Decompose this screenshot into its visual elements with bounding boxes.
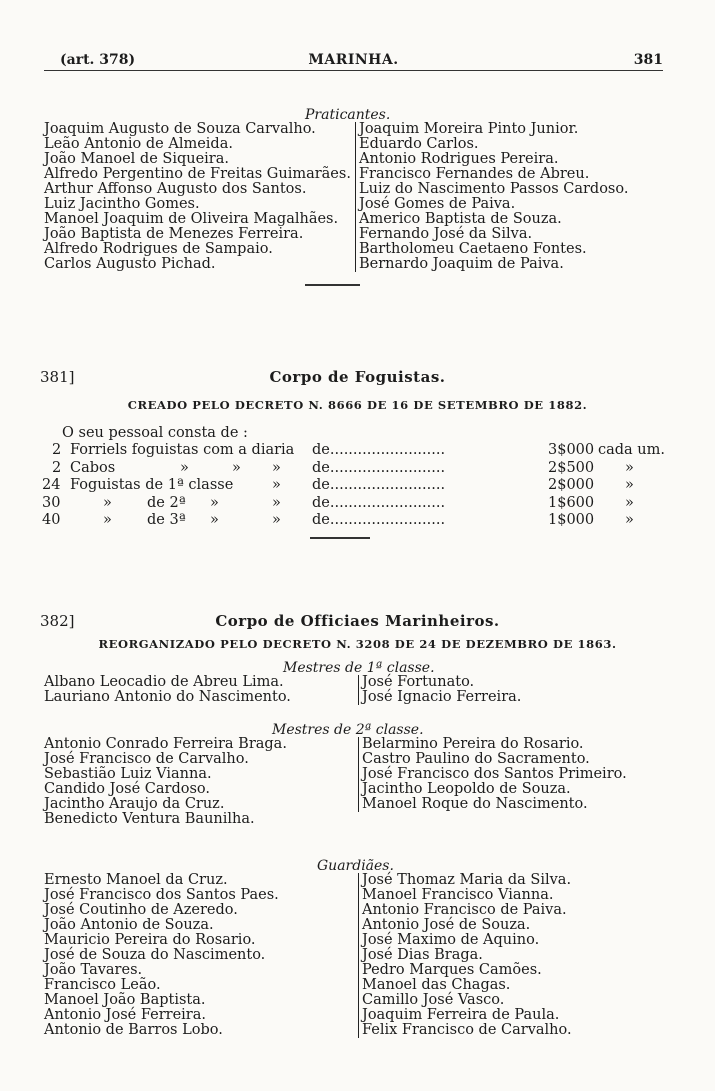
guardiao-name: Mauricio Pereira do Rosario.: [44, 932, 256, 948]
personnel-qty: 30: [42, 494, 61, 511]
personnel-desc: de 3ª: [147, 512, 186, 528]
guardiao-name: Pedro Marques Camões.: [362, 962, 542, 978]
guardiao-name: José Francisco dos Santos Paes.: [44, 887, 279, 903]
praticante-name: Alfredo Rodrigues de Sampaio.: [44, 241, 273, 257]
personnel-of: de.........................: [312, 459, 446, 476]
guardiao-name: João Antonio de Souza.: [44, 917, 214, 933]
mestre-name: Manoel Roque do Nascimento.: [362, 796, 588, 812]
section-title: Corpo de Officiaes Marinheiros.: [215, 612, 500, 630]
personnel-unit: »: [625, 459, 634, 476]
guardiao-name: Antonio de Barros Lobo.: [44, 1022, 223, 1038]
guardiao-name: José de Souza do Nascimento.: [44, 947, 266, 963]
praticante-name: José Gomes de Paiva.: [359, 196, 516, 212]
guardiao-name: José Maximo de Aquino.: [362, 932, 540, 948]
mestre-name: Castro Paulino do Sacramento.: [362, 751, 590, 767]
section-number: 382]: [40, 612, 75, 630]
praticante-name: João Baptista de Menezes Ferreira.: [44, 226, 304, 242]
running-header: [44, 50, 663, 71]
personnel-m1: »: [103, 512, 112, 528]
guardiao-name: Antonio José Ferreira.: [44, 1007, 206, 1023]
personnel-amount: 2$000: [548, 477, 595, 493]
mestre-name: Lauriano Antonio do Nascimento.: [44, 689, 291, 705]
personnel-qty: 40: [42, 512, 61, 528]
guardiao-name: Ernesto Manoel da Cruz.: [44, 872, 228, 888]
praticante-name: Joaquim Augusto de Souza Carvalho.: [44, 121, 316, 137]
page-number: 381: [633, 52, 663, 68]
personnel-m1: »: [180, 459, 189, 476]
praticante-name: Eduardo Carlos.: [359, 136, 479, 152]
section-title: Corpo de Foguistas.: [269, 368, 446, 386]
personnel-m3: »: [272, 477, 281, 493]
mestres-1-heading: Mestres de 1ª classe.: [283, 660, 435, 676]
mestres-1-right-column: [358, 675, 521, 705]
personnel-m1: »: [103, 494, 112, 511]
personnel-of: de.........................: [312, 512, 446, 528]
mestre-name: José Ignacio Ferreira.: [362, 689, 522, 705]
running-title: MARINHA.: [308, 52, 399, 68]
personnel-of: de.........................: [312, 477, 446, 493]
mestre-name: Benedicto Ventura Baunilha.: [44, 811, 255, 827]
praticante-name: Carlos Augusto Pichad.: [44, 256, 216, 272]
guardiao-name: Francisco Leão.: [44, 977, 161, 993]
personnel-unit: cada um.: [598, 442, 665, 458]
personnel-desc: Forriels foguistas com a diaria: [70, 442, 295, 458]
praticante-name: Luiz Jacintho Gomes.: [44, 196, 200, 212]
praticante-name: Leão Antonio de Almeida.: [44, 136, 233, 152]
guardiao-name: José Dias Braga.: [362, 947, 483, 963]
mestres-2-right-column: [358, 737, 627, 812]
mestre-name: José Francisco de Carvalho.: [44, 751, 249, 767]
praticante-name: Fernando José da Silva.: [359, 226, 533, 242]
personnel-of: de.........................: [312, 494, 446, 511]
praticante-name: Alfredo Pergentino de Freitas Guimarães.: [44, 166, 351, 182]
personnel-amount: 2$500: [548, 459, 595, 476]
decree-line: REORGANIZADO PELO DECRETO N. 3208 DE 24 DE DEZEMBRO DE 1863.: [98, 637, 617, 651]
praticante-name: Manoel Joaquim de Oliveira Magalhães.: [44, 211, 339, 227]
mestre-name: Jacintho Araujo da Cruz.: [44, 796, 225, 812]
praticante-name: Arthur Affonso Augusto dos Santos.: [44, 181, 307, 197]
mestre-name: Belarmino Pereira do Rosario.: [362, 736, 584, 752]
praticantes-heading: Praticantes.: [305, 107, 391, 123]
praticante-name: Francisco Fernandes de Abreu.: [359, 166, 590, 182]
personnel-m2: »: [210, 494, 219, 511]
personnel-amount: 1$600: [548, 494, 595, 511]
guardiao-name: João Tavares.: [44, 962, 143, 978]
mestre-name: José Francisco dos Santos Primeiro.: [362, 766, 627, 782]
personnel-qty: 24: [42, 477, 61, 493]
praticante-name: Bernardo Joaquim de Paiva.: [359, 256, 564, 272]
section-number: 381]: [40, 368, 75, 386]
guardioes-right-column: [358, 873, 572, 1038]
personnel-qty: 2: [52, 442, 62, 458]
praticante-name: Luiz do Nascimento Passos Cardoso.: [359, 181, 629, 197]
personnel-m2: »: [232, 459, 241, 476]
mestre-name: José Fortunato.: [362, 674, 475, 690]
personnel-m2: »: [210, 512, 219, 528]
section-divider: [305, 284, 360, 286]
praticante-name: Americo Baptista de Souza.: [359, 211, 562, 227]
guardioes-left-column: [44, 873, 279, 1038]
guardiao-name: Manoel das Chagas.: [362, 977, 511, 993]
personnel-intro: O seu pessoal consta de :: [62, 425, 248, 441]
mestre-name: Sebastião Luiz Vianna.: [44, 766, 212, 782]
article-reference: (art. 378): [60, 52, 136, 68]
guardiao-name: Joaquim Ferreira de Paula.: [362, 1007, 560, 1023]
guardiao-name: José Coutinho de Azeredo.: [44, 902, 238, 918]
personnel-unit: »: [625, 494, 634, 511]
guardiao-name: Felix Francisco de Carvalho.: [362, 1022, 572, 1038]
personnel-of: de.........................: [312, 442, 446, 458]
personnel-desc: de 2ª: [147, 494, 186, 511]
mestres-1-left-column: [44, 675, 291, 705]
mestres-2-heading: Mestres de 2ª classe.: [272, 722, 424, 738]
guardioes-heading: Guardiães.: [317, 858, 394, 874]
personnel-unit: »: [625, 512, 634, 528]
mestre-name: Antonio Conrado Ferreira Braga.: [44, 736, 287, 752]
personnel-unit: »: [625, 477, 634, 493]
section-divider: [310, 537, 370, 539]
guardiao-name: Camillo José Vasco.: [362, 992, 505, 1008]
guardiao-name: Antonio Francisco de Paiva.: [362, 902, 567, 918]
decree-line: CREADO PELO DECRETO N. 8666 DE 16 DE SETEMBRO DE 1882.: [127, 398, 588, 412]
guardiao-name: Antonio José de Souza.: [362, 917, 531, 933]
personnel-m3: »: [272, 459, 281, 476]
mestre-name: Candido José Cardoso.: [44, 781, 210, 797]
praticante-name: Antonio Rodrigues Pereira.: [359, 151, 559, 167]
guardiao-name: Manoel Francisco Vianna.: [362, 887, 554, 903]
mestre-name: Albano Leocadio de Abreu Lima.: [44, 674, 284, 690]
praticante-name: Bartholomeu Caetaeno Fontes.: [359, 241, 587, 257]
personnel-m3: »: [272, 494, 281, 511]
mestres-2-left-column: [44, 737, 287, 827]
personnel-desc: Cabos: [70, 459, 116, 476]
personnel-amount: 3$000: [548, 442, 595, 458]
personnel-m3: »: [272, 512, 281, 528]
praticante-name: João Manoel de Siqueira.: [44, 151, 229, 167]
mestre-name: Jacintho Leopoldo de Souza.: [362, 781, 571, 797]
personnel-qty: 2: [52, 459, 62, 476]
personnel-amount: 1$000: [548, 512, 595, 528]
guardiao-name: Manoel João Baptista.: [44, 992, 206, 1008]
praticante-name: Joaquim Moreira Pinto Junior.: [359, 121, 579, 137]
guardiao-name: José Thomaz Maria da Silva.: [362, 872, 572, 888]
praticantes-left-column: [44, 122, 351, 272]
praticantes-right-column: [355, 122, 628, 272]
personnel-desc: Foguistas de 1ª classe: [70, 477, 234, 493]
